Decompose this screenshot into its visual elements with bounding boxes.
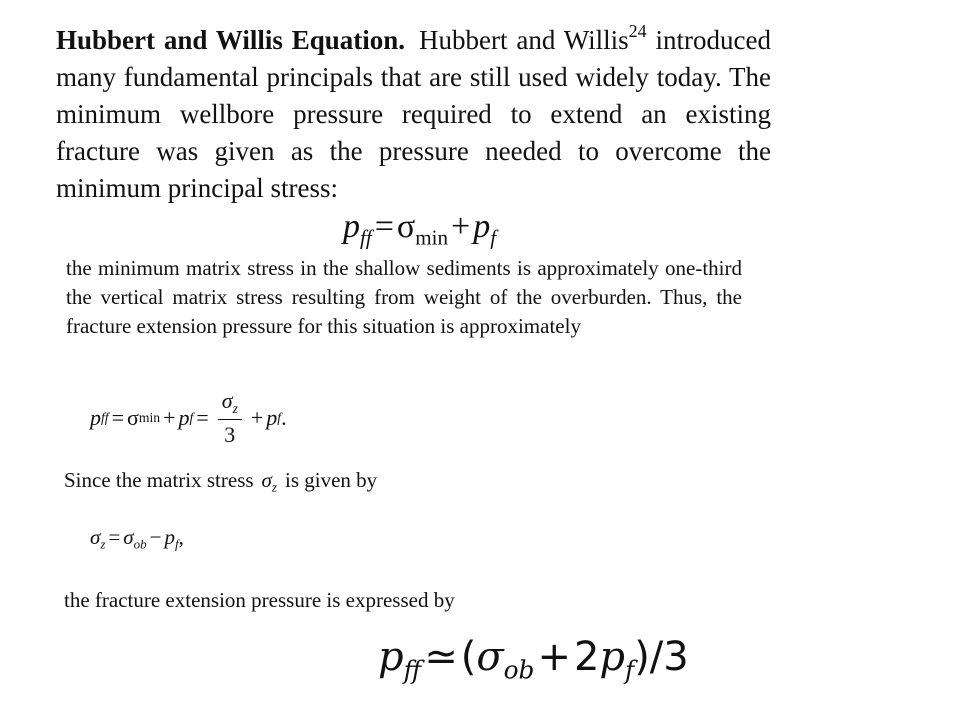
eq4-p: p bbox=[599, 634, 626, 680]
sentence-after: is given by bbox=[284, 468, 378, 492]
eq4-p-sub: f bbox=[625, 655, 635, 685]
inline-sigma: σ bbox=[261, 468, 272, 492]
fraction-numerator bbox=[218, 388, 242, 419]
intro-body: introduced many fundamental principals that are still used widely today. The minimum wellbore pressure required to extend an existing fracture was given as the pressure needed to overcome the minimum principal stress: bbox=[56, 25, 771, 203]
eq2-p1: p bbox=[178, 404, 190, 430]
eq1-p: p bbox=[473, 208, 491, 245]
eq3-equals: = bbox=[108, 525, 121, 549]
eq3-lhs-sub: z bbox=[100, 536, 106, 552]
inline-sigma-sub: z bbox=[271, 479, 277, 495]
eq3-comma: , bbox=[178, 525, 184, 549]
eq2-sigma-sub: min bbox=[138, 409, 161, 425]
eq2-lhs-sub: ff bbox=[101, 409, 109, 425]
eq2-plus-1: + bbox=[163, 404, 176, 430]
eq4-lhs-sub: ff bbox=[403, 655, 422, 685]
equation-matrix-stress bbox=[90, 525, 184, 553]
equation-fracture-extension-final bbox=[378, 634, 689, 685]
eq2-frac-sigma: σ bbox=[221, 388, 233, 413]
eq2-p1-sub: f bbox=[189, 409, 194, 425]
intro-paragraph bbox=[56, 22, 771, 207]
eq2-equals-2: = bbox=[196, 404, 209, 430]
eq1-p-sub: f bbox=[490, 225, 497, 250]
eq2-frac-sigma-sub: z bbox=[232, 400, 238, 416]
eq4-close: )/3 bbox=[634, 634, 689, 680]
eq2-sigma: σ bbox=[127, 404, 139, 430]
eq4-sigma: σ bbox=[476, 634, 504, 680]
eq4-sigma-sub: ob bbox=[503, 655, 535, 685]
eq4-coefficient: 2 bbox=[573, 634, 600, 680]
eq4-lhs: p bbox=[378, 634, 404, 680]
eq1-sigma-sub: min bbox=[415, 225, 449, 250]
eq2-plus-2: + bbox=[250, 404, 264, 430]
fraction-denominator: 3 bbox=[224, 421, 236, 447]
eq4-open-paren: ( bbox=[460, 634, 477, 680]
eq2-p2-sub: f bbox=[277, 409, 282, 425]
eq2-p2: p bbox=[266, 404, 278, 430]
eq1-lhs-sub: ff bbox=[360, 225, 372, 250]
matrix-stress-sentence bbox=[64, 466, 377, 502]
equation-fracture-min-stress bbox=[343, 208, 496, 250]
eq3-p-sub: f bbox=[175, 536, 179, 552]
eq2-lhs: p bbox=[90, 404, 101, 430]
sentence-before: Since the matrix stress bbox=[64, 468, 254, 492]
eq2-period: . bbox=[281, 404, 287, 430]
extension-pressure-sentence: the fracture extension pressure is expressed by bbox=[64, 588, 455, 612]
eq1-sigma: σ bbox=[396, 208, 416, 245]
eq1-equals: = bbox=[374, 208, 394, 245]
eq3-sigma-sub: ob bbox=[133, 536, 147, 552]
eq2-fraction bbox=[218, 388, 242, 448]
citation-number: 24 bbox=[628, 21, 647, 41]
inline-sigma-z bbox=[261, 468, 277, 495]
eq4-approx: ≃ bbox=[424, 634, 458, 680]
eq3-sigma: σ bbox=[123, 525, 134, 549]
eq1-plus: + bbox=[451, 208, 471, 245]
eq2-equals-1: = bbox=[111, 404, 124, 430]
equation-approx-one-third bbox=[90, 388, 287, 448]
eq3-lhs: σ bbox=[90, 525, 101, 549]
eq3-minus: − bbox=[149, 525, 162, 549]
lead-text: Hubbert and Willis bbox=[419, 25, 629, 55]
eq4-plus: + bbox=[537, 634, 571, 680]
eq1-lhs: p bbox=[343, 208, 360, 245]
eq3-p: p bbox=[164, 525, 175, 549]
section-heading: Hubbert and Willis Equation. bbox=[56, 25, 406, 55]
matrix-stress-paragraph: the minimum matrix stress in the shallow sediments is approximately one-third the vertical matrix stress resulting from weight of the overburden. Thus, the fracture extension pressure for this situation is approximately bbox=[66, 256, 742, 338]
